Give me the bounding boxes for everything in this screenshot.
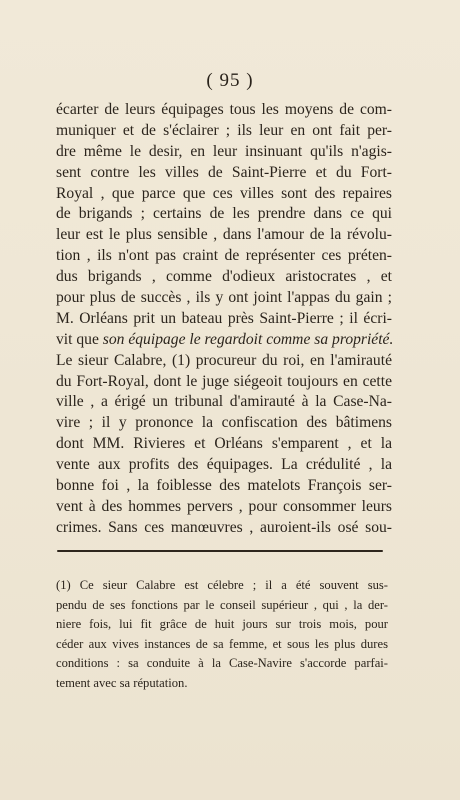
footnote-line: pendu de ses fonctions par le conseil supérieur , qui , la der- [56, 597, 388, 612]
text-line: pour plus de succès , ils y ont joint l'appas du gain ; [56, 289, 392, 307]
footnote-line: niere fois, lui fit grâce de huit jours sur trois mois, pour [56, 617, 388, 632]
footnote-line: tement avec sa réputation. [56, 675, 188, 690]
text-line: vent à des hommes pervers , pour consommer leurs [56, 497, 392, 515]
text-line: crimes. Sans ces manœuvres , auroient-ils osé sou- [56, 518, 392, 536]
text-line: ville , a érigé un tribunal d'amirauté à la Case-Na- [56, 393, 392, 411]
text-line: dus brigands , comme d'odieux aristocrates , et [56, 268, 392, 286]
footnote-line: conditions : sa conduite à la Case-Navire s'accorde parfai- [56, 656, 388, 671]
text-line: vire ; il y prononce la confiscation des bâtimens [56, 414, 392, 432]
italic-quote: son équipage le regardoit comme sa propriété. [102, 330, 394, 348]
footnote-line: (1) Ce sieur Calabre est célebre ; il a été souvent sus- [56, 578, 388, 592]
footnote-line: céder aux vives instances de sa femme, et sous les plus dures [56, 636, 388, 651]
text-line: M. Orléans prit un bateau près Saint-Pierre ; il écri- [56, 309, 392, 327]
text-line: dre même le desir, en leur insinuant qu'ils n'agis- [56, 142, 392, 160]
text-line: sent contre les villes de Saint-Pierre et du Fort- [56, 163, 392, 181]
text-line: vente aux profits des équipages. La crédulité , la [56, 456, 392, 474]
text-line-prefix: vit que [56, 330, 103, 348]
footnote-divider [57, 550, 383, 552]
text-line: Royal , que parce que ces villes sont des repaires [56, 184, 392, 202]
text-line: de brigands ; certains de les prendre dans ce qui [56, 205, 392, 223]
text-line: bonne foi , la foiblesse des matelots François ser- [56, 477, 392, 495]
text-line: dont MM. Rivieres et Orléans s'emparent , et la [56, 435, 392, 453]
main-text [56, 100, 392, 539]
footnote [56, 576, 388, 694]
text-line: du Fort-Royal, dont le juge siégeoit toujours en cette [56, 372, 392, 390]
text-line-with-italic [56, 330, 392, 351]
text-line: muniquer et de s'éclairer ; ils leur en ont fait per- [56, 121, 392, 139]
text-line: tion , ils n'ont pas craint de représenter ces préten- [56, 247, 392, 265]
text-line: leur est le plus sensible , dans l'amour de la révolu- [56, 226, 392, 244]
text-line: Le sieur Calabre, (1) procureur du roi, en l'amirauté [56, 351, 392, 369]
page-number: ( 95 ) [206, 70, 254, 91]
text-line: écarter de leurs équipages tous les moyens de com- [56, 101, 392, 118]
